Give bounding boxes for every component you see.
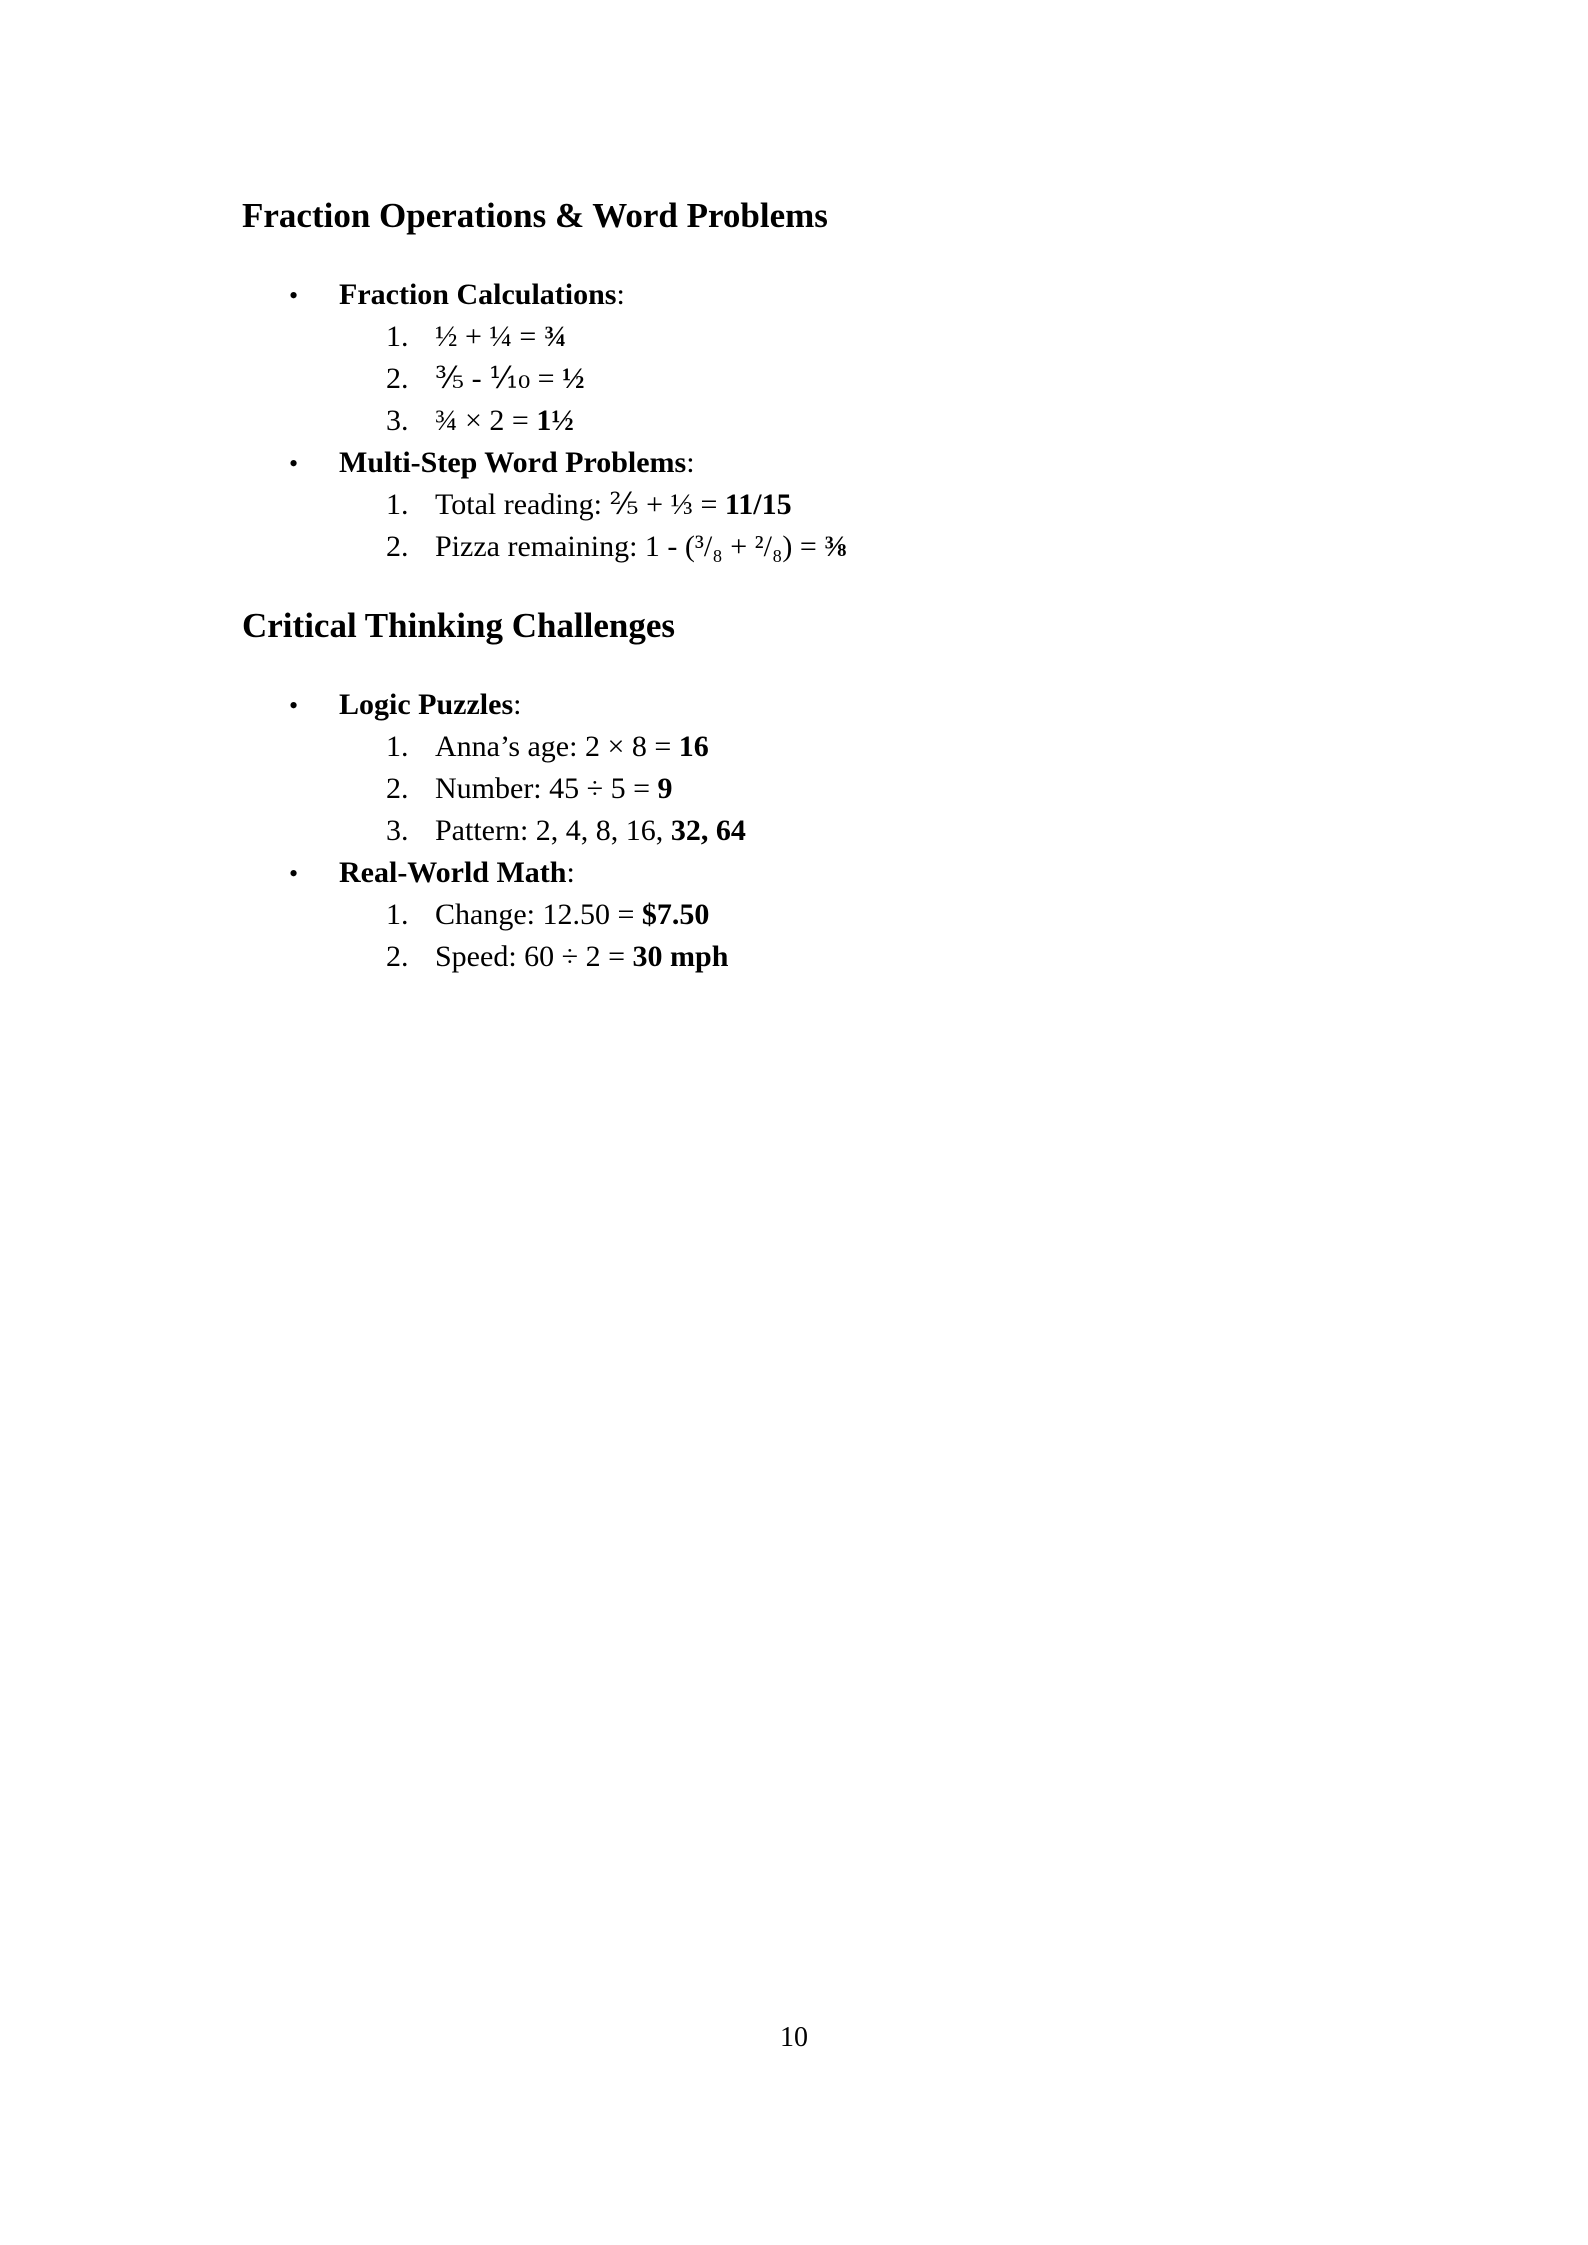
bullet-real-world-math <box>289 858 575 888</box>
item-text: ¾ × 2 = <box>435 404 537 437</box>
item-number: 3. <box>386 404 409 437</box>
list-item <box>386 322 566 352</box>
item-number: 3. <box>386 814 409 847</box>
item-answer: 9 <box>657 772 673 805</box>
item-text: Anna’s age: 2 × 8 = <box>435 730 679 763</box>
page-number: 10 <box>780 2022 808 2053</box>
item-text: Change: 12.50 = <box>435 898 642 931</box>
item-answer: ¾ <box>543 320 567 353</box>
list-item <box>386 490 792 520</box>
bullet-icon: • <box>289 859 299 888</box>
group-label: Real-World Math <box>339 856 567 889</box>
item-answer: 30 mph <box>632 940 729 973</box>
list-item <box>386 816 746 846</box>
item-text: ½ + ¼ = <box>435 320 544 353</box>
item-answer: 16 <box>678 730 709 763</box>
item-text: ⅗ - ⅒ = <box>435 362 563 395</box>
item-text: Number: 45 ÷ 5 = <box>435 772 658 805</box>
list-item <box>386 732 709 762</box>
list-item <box>386 774 673 804</box>
item-text: Speed: 60 ÷ 2 = <box>435 940 633 973</box>
item-number: 2. <box>386 530 409 563</box>
colon: : <box>513 688 522 721</box>
item-answer: $7.50 <box>641 898 710 931</box>
bullet-multi-step-word-problems <box>289 448 695 478</box>
item-number: 1. <box>386 488 409 521</box>
item-text: Total reading: ⅖ + ⅓ = <box>435 488 725 521</box>
bullet-icon: • <box>289 281 299 310</box>
item-answer: ½ <box>562 362 585 395</box>
section-heading-critical-thinking: Critical Thinking Challenges <box>242 606 676 645</box>
list-item <box>386 532 847 562</box>
list-item <box>386 900 709 930</box>
item-answer: 32, 64 <box>670 814 746 847</box>
item-answer: ⅜ <box>824 530 847 563</box>
item-text: Pizza remaining: 1 - (³/₈ + ²/₈) = <box>435 530 825 563</box>
group-label: Multi-Step Word Problems <box>339 446 687 479</box>
bullet-icon: • <box>289 449 299 478</box>
colon: : <box>686 446 695 479</box>
group-label: Logic Puzzles <box>339 688 514 721</box>
item-number: 2. <box>386 940 409 973</box>
item-answer: 11/15 <box>724 488 792 521</box>
list-item <box>386 364 585 394</box>
item-number: 1. <box>386 320 409 353</box>
item-number: 2. <box>386 362 409 395</box>
colon: : <box>616 278 625 311</box>
colon: : <box>566 856 575 889</box>
group-label: Fraction Calculations <box>339 278 617 311</box>
bullet-fraction-calculations <box>289 280 625 310</box>
item-number: 2. <box>386 772 409 805</box>
list-item <box>386 406 574 436</box>
item-number: 1. <box>386 730 409 763</box>
section-heading-fraction-operations: Fraction Operations & Word Problems <box>242 196 828 235</box>
list-item <box>386 942 728 972</box>
bullet-icon: • <box>289 691 299 720</box>
item-text: Pattern: 2, 4, 8, 16, <box>435 814 671 847</box>
item-number: 1. <box>386 898 409 931</box>
item-answer: 1½ <box>536 404 574 437</box>
bullet-logic-puzzles <box>289 690 521 720</box>
